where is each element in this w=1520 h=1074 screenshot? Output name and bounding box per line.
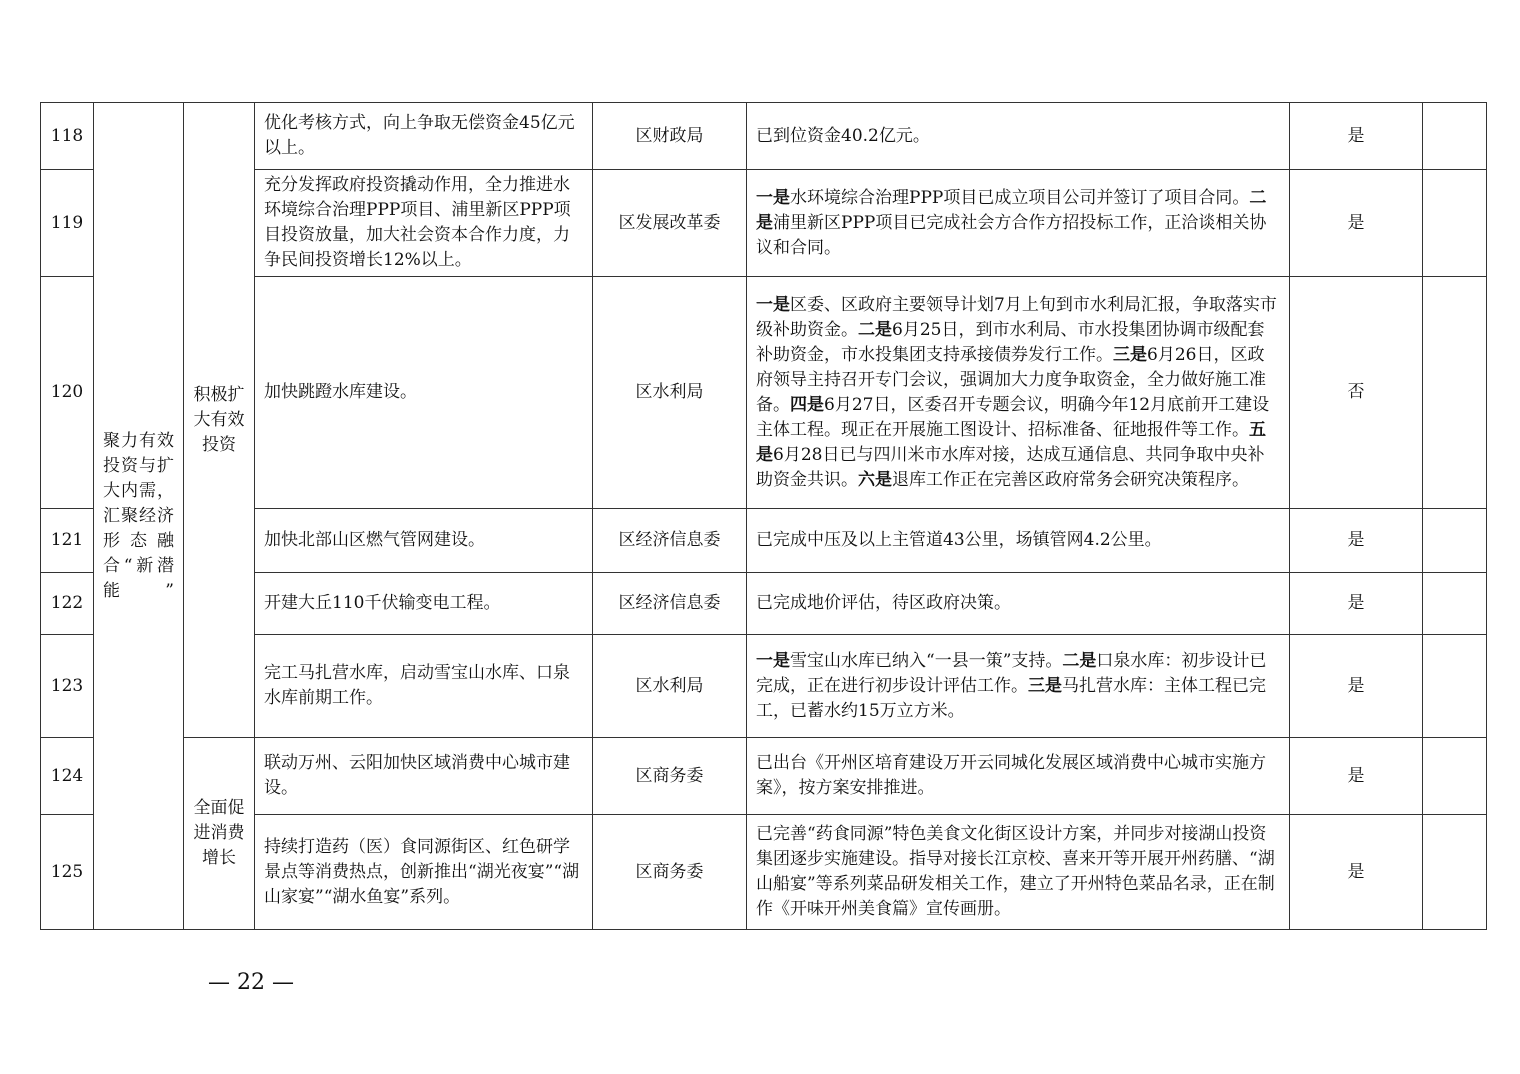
progress-text: 6月25日，到市水利局、市水投集团协调市级配套补助资金，市水投集团支持承接债券发行工作。 [756, 319, 1265, 365]
remark-cell [1423, 170, 1487, 277]
progress-text: 浦里新区PPP项目已完成社会方合作方招投标工作，正洽谈相关协议和合同。 [756, 212, 1267, 258]
completion-cell: 是 [1290, 573, 1423, 635]
progress-cell [747, 509, 1290, 573]
table-row [41, 509, 1487, 573]
supervision-table [40, 102, 1487, 930]
progress-cell [747, 103, 1290, 170]
task-cell: 联动万州、云阳加快区域消费中心城市建设。 [255, 738, 593, 815]
progress-text: 退库工作正在完善区政府常务会研究决策程序。 [892, 469, 1249, 490]
remark-cell [1423, 277, 1487, 509]
completion-cell: 是 [1290, 815, 1423, 930]
progress-marker: 一是 [756, 294, 790, 315]
row-number: 118 [41, 103, 94, 170]
progress-marker: 六是 [858, 469, 892, 490]
progress-cell [747, 170, 1290, 277]
progress-marker: 二是 [1062, 650, 1097, 671]
row-number: 124 [41, 738, 94, 815]
completion-cell: 是 [1290, 170, 1423, 277]
progress-cell [747, 738, 1290, 815]
progress-cell [747, 573, 1290, 635]
department-cell: 区水利局 [593, 277, 747, 509]
category-cell: 聚力有效投资与扩大内需，汇聚经济形态融合“新潜能” [94, 103, 184, 930]
department-cell: 区财政局 [593, 103, 747, 170]
completion-cell: 是 [1290, 738, 1423, 815]
task-cell: 加快跳蹬水库建设。 [255, 277, 593, 509]
progress-cell [747, 635, 1290, 738]
remark-cell [1423, 509, 1487, 573]
remark-cell [1423, 573, 1487, 635]
department-cell: 区水利局 [593, 635, 747, 738]
progress-text: 口泉水库：初步设计已完成，正在进行初步设计评估工作。 [756, 650, 1267, 696]
progress-marker: 一是 [756, 187, 790, 208]
completion-cell: 否 [1290, 277, 1423, 509]
row-number: 120 [41, 277, 94, 509]
table-row [41, 103, 1487, 170]
progress-text: 已完成地价评估，待区政府决策。 [756, 593, 1011, 613]
department-cell: 区经济信息委 [593, 509, 747, 573]
table-row [41, 277, 1487, 509]
progress-marker: 三是 [1028, 675, 1062, 696]
progress-text: 6月28日已与四川米市水库对接，达成互通信息、共同争取中央补助资金共识。 [756, 444, 1265, 490]
row-number: 123 [41, 635, 94, 738]
table-row [41, 815, 1487, 930]
progress-marker: 二是 [858, 319, 892, 340]
row-number: 119 [41, 170, 94, 277]
table-row [41, 573, 1487, 635]
table-row [41, 635, 1487, 738]
subcategory-cell: 全面促进消费增长 [184, 738, 255, 930]
task-cell: 充分发挥政府投资撬动作用，全力推进水环境综合治理PPP项目、浦里新区PPP项目投资放量，加大社会资本合作力度，力争民间投资增长12%以上。 [255, 170, 593, 277]
progress-text: 已完善“药食同源”特色美食文化街区设计方案，并同步对接湖山投资集团逐步实施建设。指导对接长江京校、喜来开等开展开州药膳、“湖山船宴”等系列菜品研发相关工作，建立了开州特色菜品名录，正在制作《开味开州美食篇》宣传画册。 [756, 824, 1275, 919]
progress-text: 已完成中压及以上主管道43公里，场镇管网4.2公里。 [756, 530, 1162, 550]
progress-cell [747, 815, 1290, 930]
progress-marker: 三是 [1113, 344, 1147, 365]
progress-text: 区委、区政府主要领导计划7月上旬到市水利局汇报，争取落实市级补助资金。 [756, 294, 1277, 340]
progress-text: 水环境综合治理PPP项目已成立项目公司并签订了项目合同。 [790, 187, 1250, 208]
task-cell: 持续打造药（医）食同源街区、红色研学景点等消费热点，创新推出“湖光夜宴”“湖山家宴”“湖水鱼宴”系列。 [255, 815, 593, 930]
progress-text: 6月27日，区委召开专题会议，明确今年12月底前开工建设主体工程。现正在开展施工图设计、招标准备、征地报件等工作。 [756, 394, 1270, 440]
remark-cell [1423, 103, 1487, 170]
remark-cell [1423, 635, 1487, 738]
department-cell: 区发展改革委 [593, 170, 747, 277]
task-cell: 开建大丘110千伏输变电工程。 [255, 573, 593, 635]
row-number: 125 [41, 815, 94, 930]
progress-marker: 一是 [756, 650, 790, 671]
row-number: 122 [41, 573, 94, 635]
remark-cell [1423, 738, 1487, 815]
completion-cell: 是 [1290, 509, 1423, 573]
progress-text: 雪宝山水库已纳入“一县一策”支持。 [790, 650, 1063, 671]
department-cell: 区商务委 [593, 738, 747, 815]
progress-text: 已到位资金40.2亿元。 [756, 125, 930, 146]
progress-marker: 四是 [790, 394, 824, 415]
progress-marker: 二是 [756, 187, 1267, 233]
task-cell: 加快北部山区燃气管网建设。 [255, 509, 593, 573]
department-cell: 区商务委 [593, 815, 747, 930]
progress-cell [747, 277, 1290, 509]
progress-marker: 五是 [756, 419, 1266, 465]
page-number: — 22 — [208, 970, 294, 995]
progress-text: 马扎营水库：主体工程已完工，已蓄水约15万立方米。 [756, 675, 1266, 721]
remark-cell [1423, 815, 1487, 930]
completion-cell: 是 [1290, 635, 1423, 738]
department-cell: 区经济信息委 [593, 573, 747, 635]
task-cell: 完工马扎营水库，启动雪宝山水库、口泉水库前期工作。 [255, 635, 593, 738]
subcategory-cell: 积极扩大有效投资 [184, 103, 255, 738]
progress-text: 6月26日，区政府领导主持召开专门会议，强调加大力度争取资金，全力做好施工准备。 [756, 344, 1266, 415]
row-number: 121 [41, 509, 94, 573]
table-row [41, 738, 1487, 815]
progress-text: 已出台《开州区培育建设万开云同城化发展区域消费中心城市实施方案》，按方案安排推进。 [756, 753, 1266, 798]
table-row [41, 170, 1487, 277]
task-cell: 优化考核方式，向上争取无偿资金45亿元以上。 [255, 103, 593, 170]
completion-cell: 是 [1290, 103, 1423, 170]
